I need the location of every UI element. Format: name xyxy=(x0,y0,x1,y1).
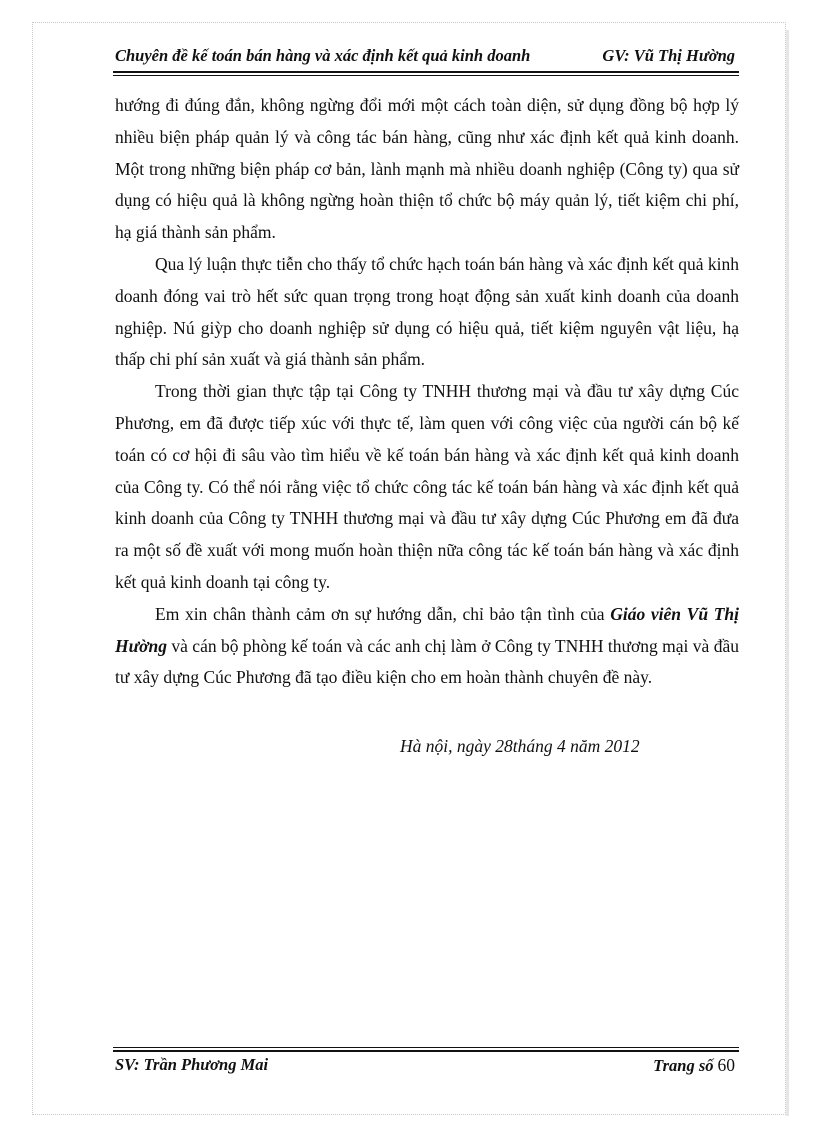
header-teacher: GV: Vũ Thị Hường xyxy=(602,46,735,65)
footer-student: SV: Trần Phương Mai xyxy=(115,1055,269,1074)
page-label: Trang số xyxy=(653,1056,714,1075)
paragraph-3: Trong thời gian thực tập tại Công ty TNHH thương mại và đầu tư xây dựng Cúc Phương, em đã được tiếp xúc với thực tế, làm quen với công việc của người cán bộ kế toán có cơ hội đi sâu vào tìm hiểu về kế toán bán hàng và xác định kết quả kinh doanh của Công ty. Có thể nói rằng việc tổ chức công tác kế toán bán hàng và xác định kết quả kinh doanh của Công ty TNHH thương mại và đầu tư xây dựng Cúc Phương em đã đưa ra một số đề xuất với mong muốn hoàn thiện nữa công tác kế toán bán hàng và xác định kết quả kinh doanh tại công ty. xyxy=(115,381,739,592)
paragraph-4-pre: Em xin chân thành cảm ơn sự hướng dẫn, chỉ bảo tận tình của xyxy=(155,603,611,624)
page-footer xyxy=(115,1055,735,1079)
paragraph-1: hướng đi đúng đắn, không ngừng đổi mới một cách toàn diện, sử dụng đồng bộ hợp lý nhiều biện pháp quản lý và công tác bán hàng, cũng như xác định kết quả kinh doanh. Một trong những biện pháp cơ bản, lành mạnh mà nhiều doanh nghiệp (Công ty) qua sử dụng có hiệu quả là không ngừng hoàn thiện tổ chức bộ máy quản lý, tiết kiệm chi phí, hạ giá thành sản phẩm. xyxy=(115,95,739,243)
header-title: Chuyên đề kế toán bán hàng và xác định kết quả kinh doanh xyxy=(115,46,531,65)
paragraph-2: Qua lý luận thực tiễn cho thấy tổ chức hạch toán bán hàng và xác định kết quả kinh doanh đóng vai trò hết sức quan trọng trong hoạt động sản xuất kinh doanh của doanh nghiệp. Nú giỳp cho doanh nghiệp sử dụng có hiệu quả, tiết kiệm nguyên vật liệu, hạ thấp chi phí sản xuất và giá thành sản phẩm. xyxy=(115,253,739,370)
page-number: 60 xyxy=(717,1055,735,1075)
header-rule-thick xyxy=(113,71,739,73)
teacher-name-emphasis: Giáo viên Vũ Thị Hường xyxy=(115,603,739,656)
footer-rule-thin xyxy=(113,1047,739,1048)
footer-page xyxy=(653,1055,735,1076)
page-header xyxy=(115,46,735,70)
header-rule-thin xyxy=(113,75,739,76)
body-text xyxy=(115,90,739,694)
date-signoff: Hà nội, ngày 28tháng 4 năm 2012 xyxy=(400,736,640,756)
paragraph-4-post: và cán bộ phòng kế toán và các anh chị làm ở Công ty TNHH thương mại và đầu tư xây dựng Cúc Phương đã tạo điều kiện cho em hoàn thành chuyên đề này. xyxy=(115,635,739,688)
paragraph-4 xyxy=(115,599,739,694)
page-shadow xyxy=(786,30,789,1116)
footer-rule-thick xyxy=(113,1050,739,1052)
